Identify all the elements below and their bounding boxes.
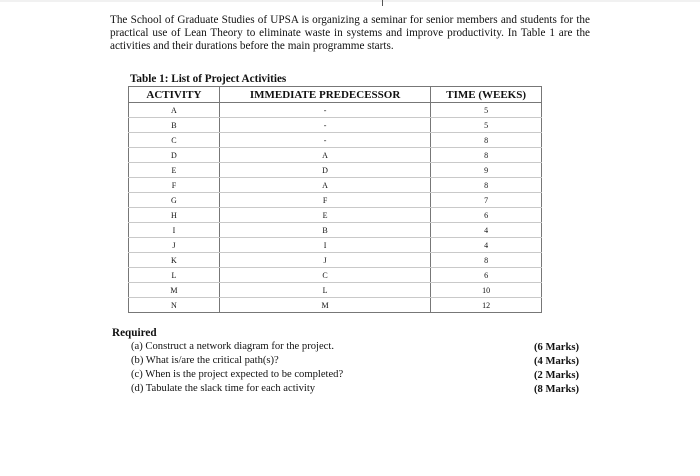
predecessor-cell: I xyxy=(219,238,430,253)
table-row xyxy=(129,178,542,193)
table-title: Table 1: List of Project Activities xyxy=(130,73,287,85)
header-time: TIME (WEEKS) xyxy=(431,87,542,103)
time-cell: 6 xyxy=(431,268,542,283)
table-row xyxy=(129,208,542,223)
activity-cell: D xyxy=(129,148,220,163)
activity-cell: M xyxy=(129,283,220,298)
table-row xyxy=(129,133,542,148)
table-row xyxy=(129,268,542,283)
activities-table xyxy=(128,86,542,313)
table-row xyxy=(129,223,542,238)
question-d: (d) Tabulate the slack time for each activity xyxy=(131,383,316,394)
marks-c: (2 Marks) xyxy=(534,370,580,381)
activity-cell: F xyxy=(129,178,220,193)
question-a: (a) Construct a network diagram for the project. xyxy=(131,341,334,352)
header-predecessor: IMMEDIATE PREDECESSOR xyxy=(219,87,430,103)
predecessor-cell: M xyxy=(219,298,430,313)
activity-cell: I xyxy=(129,223,220,238)
activity-cell: L xyxy=(129,268,220,283)
top-rule xyxy=(0,0,700,2)
activity-cell: J xyxy=(129,238,220,253)
activity-cell: A xyxy=(129,103,220,118)
predecessor-cell: C xyxy=(219,268,430,283)
activity-cell: B xyxy=(129,118,220,133)
predecessor-cell: D xyxy=(219,163,430,178)
activity-cell: N xyxy=(129,298,220,313)
table-row xyxy=(129,148,542,163)
table-row xyxy=(129,253,542,268)
marks-d: (8 Marks) xyxy=(534,384,580,395)
predecessor-cell: J xyxy=(219,253,430,268)
time-cell: 8 xyxy=(431,253,542,268)
table-row xyxy=(129,238,542,253)
time-cell: 6 xyxy=(431,208,542,223)
question-c: (c) When is the project expected to be completed? xyxy=(131,369,344,380)
marks-b: (4 Marks) xyxy=(534,356,580,367)
time-cell: 4 xyxy=(431,238,542,253)
predecessor-cell: B xyxy=(219,223,430,238)
time-cell: 4 xyxy=(431,223,542,238)
table-row xyxy=(129,193,542,208)
predecessor-cell: E xyxy=(219,208,430,223)
predecessor-cell: - xyxy=(219,118,430,133)
activity-cell: E xyxy=(129,163,220,178)
predecessor-cell: - xyxy=(219,133,430,148)
time-cell: 12 xyxy=(431,298,542,313)
question-b: (b) What is/are the critical path(s)? xyxy=(131,355,279,366)
time-cell: 8 xyxy=(431,178,542,193)
required-heading: Required xyxy=(112,327,157,339)
time-cell: 5 xyxy=(431,118,542,133)
marks-a: (6 Marks) xyxy=(534,342,580,353)
time-cell: 8 xyxy=(431,148,542,163)
time-cell: 5 xyxy=(431,103,542,118)
predecessor-cell: L xyxy=(219,283,430,298)
time-cell: 9 xyxy=(431,163,542,178)
time-cell: 7 xyxy=(431,193,542,208)
table-row xyxy=(129,298,542,313)
text-cursor-mark xyxy=(382,0,383,6)
table-row xyxy=(129,163,542,178)
predecessor-cell: A xyxy=(219,178,430,193)
activity-cell: C xyxy=(129,133,220,148)
intro-paragraph: The School of Graduate Studies of UPSA is organizing a seminar for senior members and students for the practical use of Lean Theory to eliminate waste in systems and improve productivity. In Table 1 are the activities and their durations before the main programme starts. xyxy=(110,14,590,53)
table-header-row xyxy=(129,87,542,103)
activity-cell: K xyxy=(129,253,220,268)
predecessor-cell: A xyxy=(219,148,430,163)
predecessor-cell: F xyxy=(219,193,430,208)
activity-cell: G xyxy=(129,193,220,208)
table-row xyxy=(129,103,542,118)
time-cell: 8 xyxy=(431,133,542,148)
header-activity: ACTIVITY xyxy=(129,87,220,103)
table-row xyxy=(129,118,542,133)
predecessor-cell: - xyxy=(219,103,430,118)
activity-cell: H xyxy=(129,208,220,223)
time-cell: 10 xyxy=(431,283,542,298)
table-row xyxy=(129,283,542,298)
